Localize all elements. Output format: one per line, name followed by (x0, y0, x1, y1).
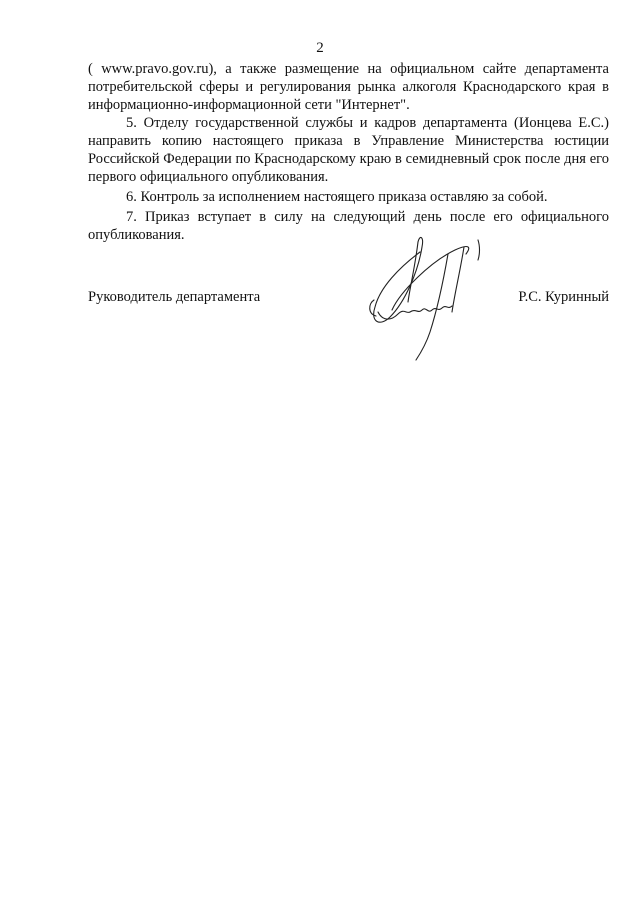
signatory-name: Р.С. Куринный (518, 289, 609, 305)
paragraph-6: 6. Контроль за исполнением настоящего приказа оставляю за собой. (126, 189, 548, 205)
handwritten-signature (360, 232, 500, 367)
page-number: 2 (316, 40, 324, 56)
document-body (88, 60, 609, 244)
paragraph-continuation: ( www.pravo.gov.ru), а также размещение на официальном сайте департамента потребительской сферы и регулирования рынка алкоголя Краснодарского края в информационно-информационной сети "Интернет". (88, 61, 609, 113)
signatory-position: Руководитель департамента (88, 289, 261, 305)
paragraph-5: 5. Отделу государственной службы и кадров департамента (Ионцева Е.С.) направить копию настоящего приказа в Управление Министерства юстиции Российской Федерации по Краснодарскому краю в семидневный срок после дня его первого официального опубликования. (88, 115, 609, 185)
paragraph-7: 7. Приказ вступает в силу на следующий день после его официального опубликования. (88, 209, 609, 243)
